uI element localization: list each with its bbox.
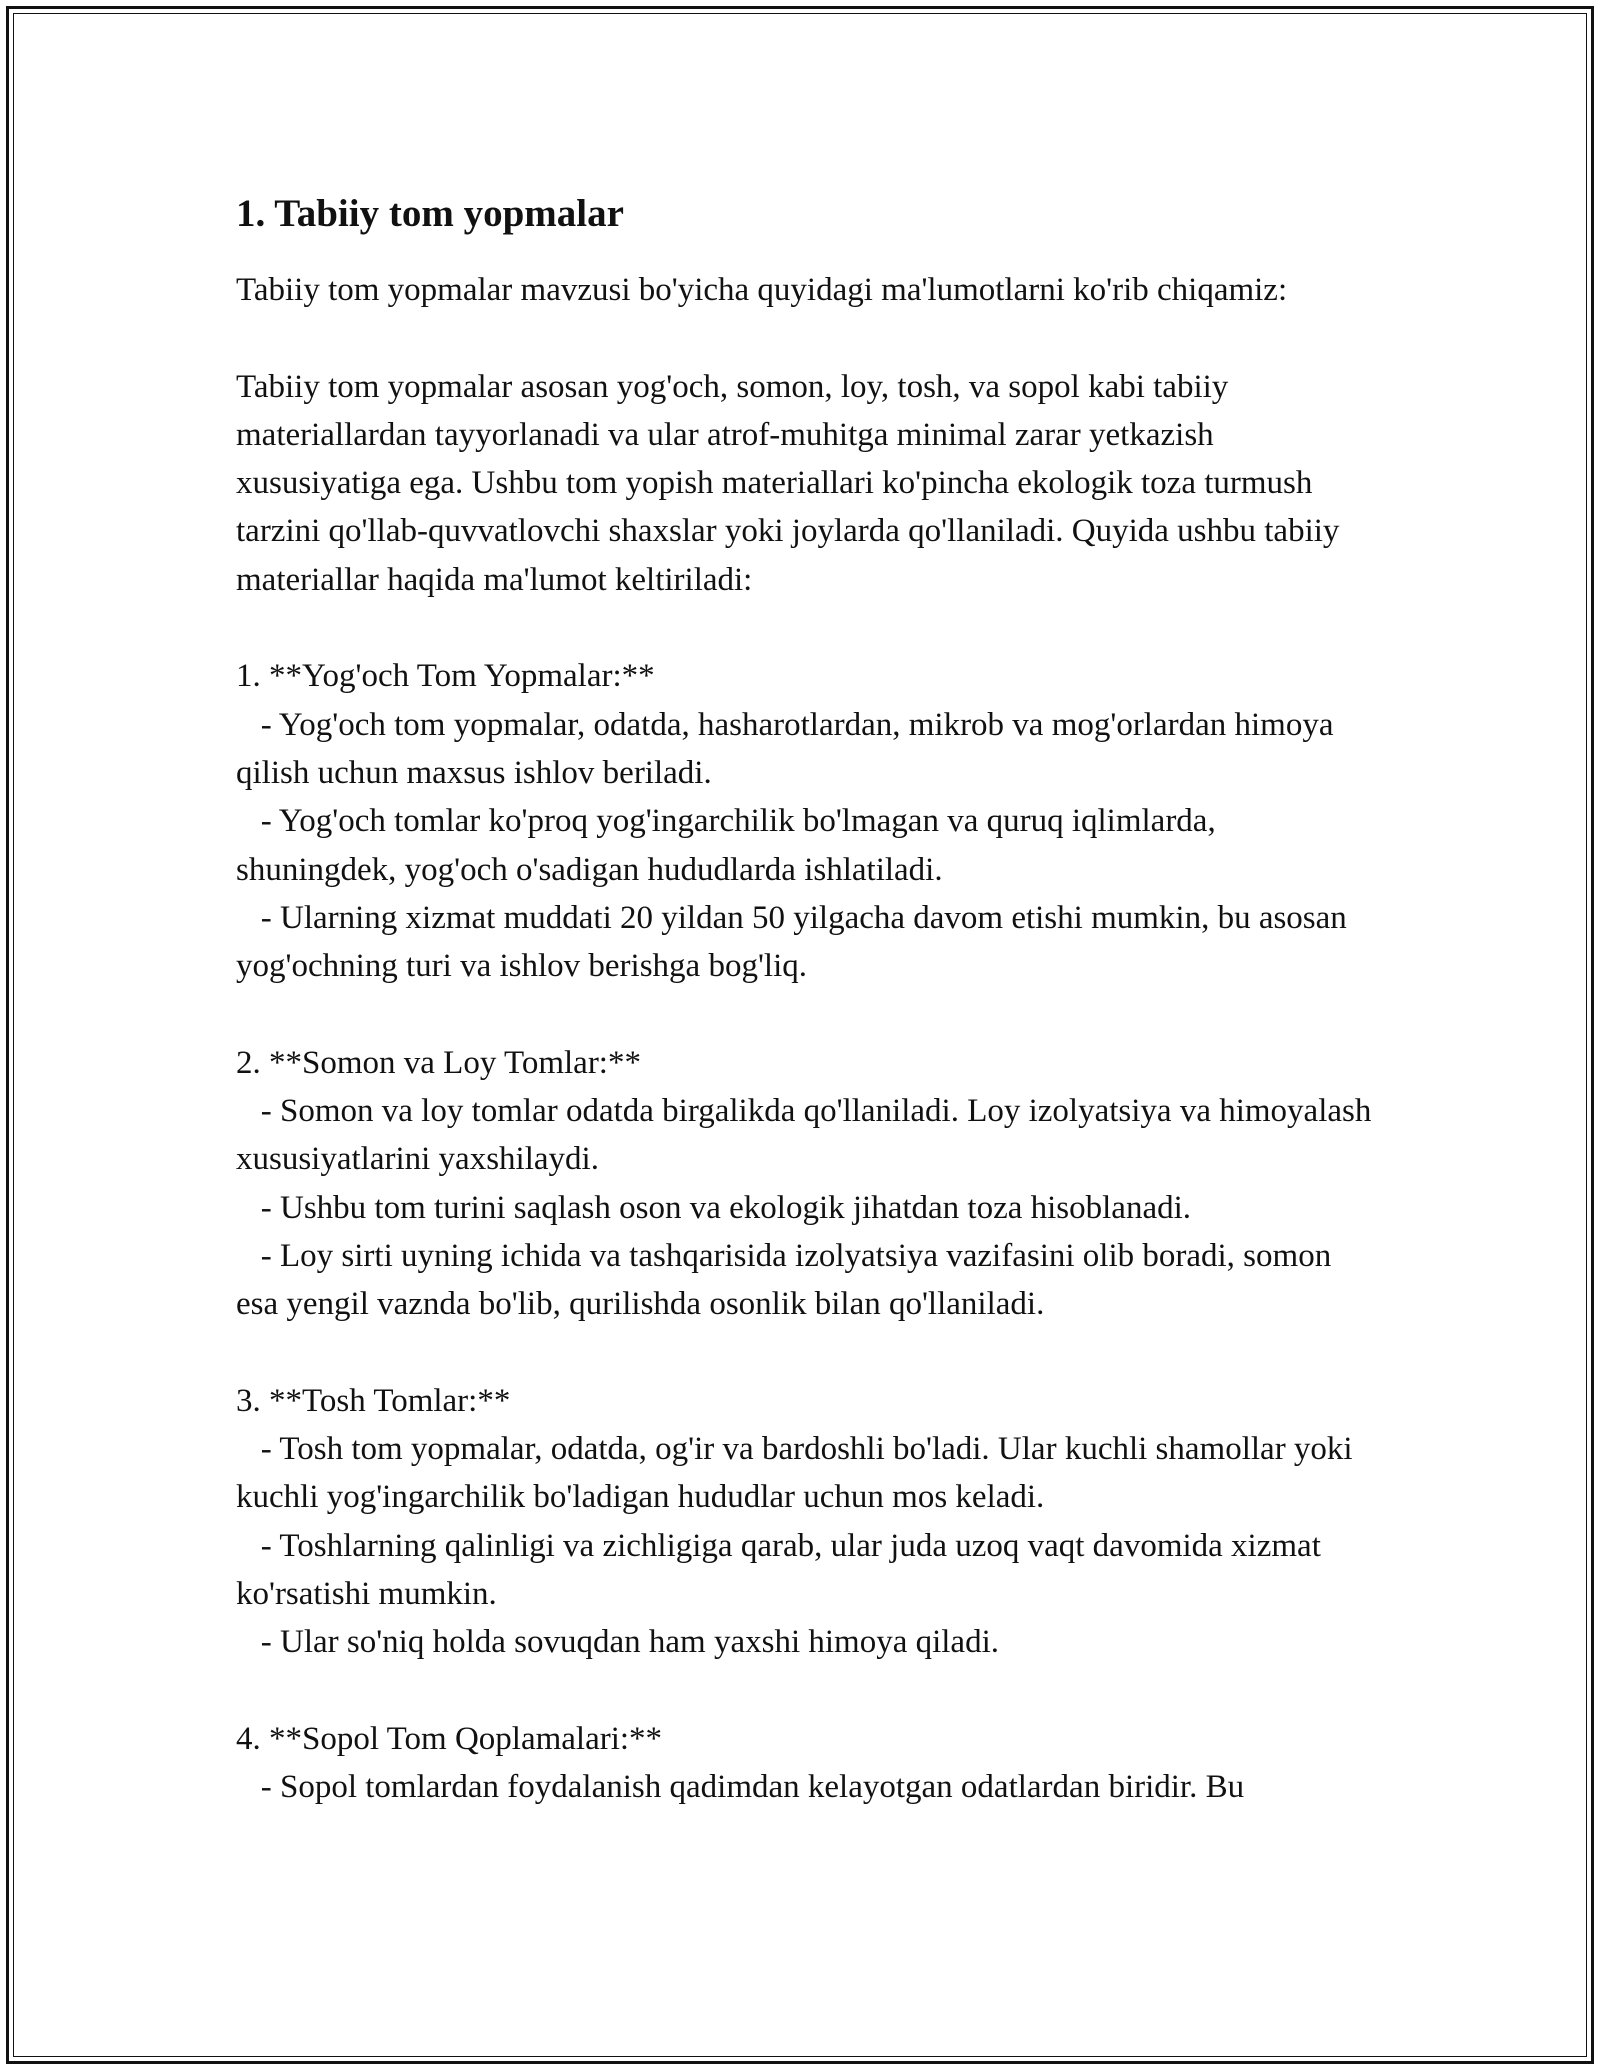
section-stone-roofs: 3. **Tosh Tomlar:** - Tosh tom yopmalar, odatda, og'ir va bardoshli bo'ladi. Ular kuchli shamollar yoki kuchli yog'ingarchilik bo'ladigan hududlar uchun mos keladi. - Toshlarning qalinligi va zichligiga qarab, ular juda uzoq vaqt davomida xizmat ko'rsatishi mumkin. - Ular so'niq holda sovuqdan ham yaxshi himoya qiladi. bbox=[236, 1382, 1353, 1661]
document-title: 1. Tabiiy tom yopmalar bbox=[236, 192, 624, 235]
paragraph-gap bbox=[236, 314, 1376, 362]
paragraph-gap bbox=[236, 990, 1376, 1038]
section-straw-clay-roofs: 2. **Somon va Loy Tomlar:** - Somon va loy tomlar odatda birgalikda qo'llaniladi. Loy izolyatsiya va himoyalash xususiyatlarini yaxshilaydi. - Ushbu tom turini saqlash oson va ekologik jihatdan toza hisoblanadi. - Loy sirti uyning ichida va tashqarisida izolyatsiya vazifasini olib boradi, somon esa yengil vaznda bo'lib, qurilishda osonlik bilan qo'llaniladi. bbox=[236, 1044, 1372, 1323]
intro-paragraph: Tabiiy tom yopmalar mavzusi bo'yicha quyidagi ma'lumotlarni ko'rib chiqamiz: bbox=[236, 272, 1288, 308]
paragraph-gap bbox=[236, 604, 1376, 652]
overview-paragraph: Tabiiy tom yopmalar asosan yog'och, somon, loy, tosh, va sopol kabi tabiiy materiallardan tayyorlanadi va ular atrof-muhitga minimal zarar yetkazish xususiyatiga ega. Ushbu tom yopish materiallari ko'pincha ekologik toza turmush tarzini qo'llab-quvvatlovchi shaxslar yoki joylarda qo'llaniladi. Quyida ushbu tabiiy materiallar haqida ma'lumot keltiriladi: bbox=[236, 368, 1348, 598]
document-body bbox=[236, 186, 1376, 1812]
paragraph-gap bbox=[236, 1329, 1376, 1377]
section-ceramic-roofs: 4. **Sopol Tom Qoplamalari:** - Sopol tomlardan foydalanish qadimdan kelayotgan odatlardan biridir. Bu bbox=[236, 1720, 1245, 1806]
paragraph-gap bbox=[236, 1667, 1376, 1715]
section-wooden-roofs: 1. **Yog'och Tom Yopmalar:** - Yog'och tom yopmalar, odatda, hasharotlardan, mikrob va mog'orlardan himoya qilish uchun maxsus ishlov beriladi. - Yog'och tomlar ko'proq yog'ingarchilik bo'lmagan va quruq iqlimlarda, shuningdek, yog'och o'sadigan hududlarda ishlatiladi. - Ularning xizmat muddati 20 yildan 50 yilgacha davom etishi mumkin, bu asosan yog'ochning turi va ishlov berishga bog'liq. bbox=[236, 658, 1347, 985]
